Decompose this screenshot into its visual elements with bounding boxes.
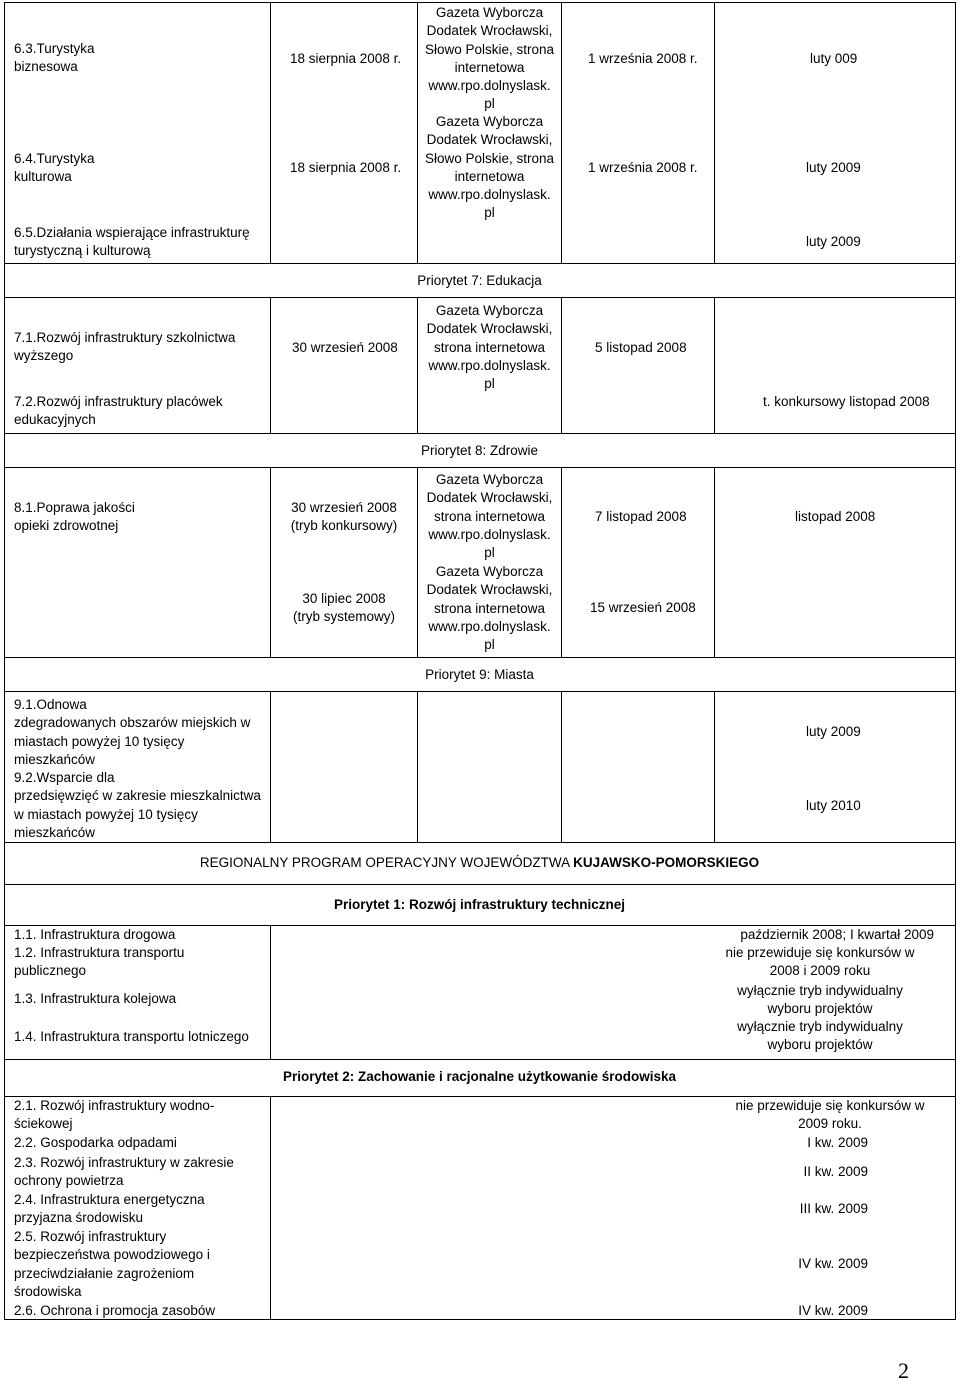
- measure-name: 8.1.Poprawa jakości opieki zdrowotnej: [14, 500, 135, 534]
- media-list: Gazeta Wyborcza Dodatek Wrocławski, strona internetowa www.rpo.dolnyslask. pl: [426, 564, 553, 653]
- measure-name: 1.3. Infrastruktura kolejowa: [14, 991, 177, 1006]
- call-schedule: nie przewiduje się konkursów w 2009 roku.: [735, 1098, 925, 1132]
- table-rule: [4, 467, 955, 468]
- result-date: 5 listopad 2008: [595, 340, 687, 355]
- col-divider: [270, 691, 271, 842]
- table-rule: [4, 884, 955, 885]
- announce-date: 30 wrzesień 2008: [292, 340, 398, 355]
- measure-name: 6.5.Działania wspierające infrastrukturę turystyczną i kulturową: [14, 225, 250, 259]
- media-list: Gazeta Wyborcza Dodatek Wrocławski, Słowo Polskie, strona internetowa www.rpo.dolnyslask. pl: [424, 5, 555, 112]
- table-border-left: [4, 2, 5, 1320]
- measure-name: 1.4. Infrastruktura transportu lotniczego: [14, 1029, 249, 1044]
- table-border-right: [955, 2, 956, 1320]
- measure-name: 2.4. Infrastruktura energetyczna przyjazna środowisku: [14, 1192, 205, 1226]
- table-rule: [4, 657, 955, 658]
- col-divider: [714, 297, 715, 433]
- col-divider: [561, 297, 562, 433]
- measure-name: 7.2.Rozwój infrastruktury placówek edukacyjnych: [14, 394, 223, 428]
- call-schedule: IV kw. 2009: [798, 1256, 868, 1271]
- result-date: 1 września 2008 r.: [588, 160, 698, 175]
- table-rule: [4, 433, 955, 434]
- col-divider: [561, 2, 562, 263]
- contract-date: luty 2010: [806, 798, 861, 813]
- col-divider: [561, 467, 562, 657]
- measure-name: 9.2.Wsparcie dla przedsięwzięć w zakresie mieszkalnictwa w miastach powyżej 10 tysięcy mieszkańców: [14, 770, 261, 840]
- measure-name: 2.3. Rozwój infrastruktury w zakresie ochrony powietrza: [14, 1155, 234, 1189]
- call-schedule: III kw. 2009: [799, 1201, 868, 1216]
- col-divider: [714, 691, 715, 842]
- announce-date: 18 sierpnia 2008 r.: [290, 160, 402, 175]
- table-border-top: [4, 2, 955, 3]
- call-schedule: wyłącznie tryb indywidualny wyboru projektów: [737, 1019, 903, 1053]
- call-schedule: październik 2008; I kwartał 2009: [740, 927, 934, 942]
- col-divider: [714, 467, 715, 657]
- contract-date: luty 2009: [806, 234, 861, 249]
- priority-header: Priorytet 1: Rozwój infrastruktury technicznej: [333, 897, 626, 912]
- contract-date: luty 2009: [806, 160, 861, 175]
- priority-header: Priorytet 7: Edukacja: [417, 273, 542, 288]
- measure-name: 2.1. Rozwój infrastruktury wodno- ściekowej: [14, 1098, 215, 1132]
- media-list: Gazeta Wyborcza Dodatek Wrocławski, Słowo Polskie, strona internetowa www.rpo.dolnyslask. pl: [424, 114, 555, 221]
- call-schedule: wyłącznie tryb indywidualny wyboru projektów: [737, 983, 903, 1017]
- contract-date: luty 2009: [806, 724, 861, 739]
- priority-header: Priorytet 9: Miasta: [425, 667, 534, 682]
- program-title: REGIONALNY PROGRAM OPERACYJNY WOJEWÓDZTWA KUJAWSKO-POMORSKIEGO: [199, 855, 760, 870]
- measure-name: 7.1.Rozwój infrastruktury szkolnictwa wyższego: [14, 330, 236, 364]
- contract-note: t. konkursowy listopad 2008: [763, 394, 930, 409]
- measure-name: 2.5. Rozwój infrastruktury bezpieczeństwa powodziowego i przeciwdziałanie zagrożeniom środowiska: [14, 1229, 210, 1299]
- call-schedule: I kw. 2009: [807, 1135, 868, 1150]
- contract-date: luty 009: [810, 51, 858, 66]
- measure-name: 2.6. Ochrona i promocja zasobów: [14, 1303, 216, 1318]
- announce-date: 18 sierpnia 2008 r.: [290, 51, 402, 66]
- table-rule: [4, 263, 955, 264]
- col-divider: [561, 691, 562, 842]
- contract-date: listopad 2008: [795, 509, 876, 524]
- measure-name: 6.4.Turystyka kulturowa: [14, 151, 95, 185]
- priority-header: Priorytet 8: Zdrowie: [420, 443, 539, 458]
- media-list: Gazeta Wyborcza Dodatek Wrocławski, strona internetowa www.rpo.dolnyslask. pl: [426, 472, 553, 561]
- col-divider: [270, 2, 271, 263]
- measure-name: 9.1.Odnowa zdegradowanych obszarów miejskich w miastach powyżej 10 tysięcy mieszkańców: [14, 697, 251, 767]
- media-list: Gazeta Wyborcza Dodatek Wrocławski, strona internetowa www.rpo.dolnyslask. pl: [426, 303, 553, 392]
- call-schedule: IV kw. 2009: [798, 1303, 868, 1318]
- col-divider: [714, 2, 715, 263]
- result-date: 1 września 2008 r.: [588, 51, 698, 66]
- measure-name: 2.2. Gospodarka odpadami: [14, 1135, 177, 1150]
- page-number: 2: [898, 1358, 909, 1383]
- measure-name: 6.3.Turystyka biznesowa: [14, 41, 95, 75]
- table-rule: [4, 1059, 955, 1060]
- result-date: 7 listopad 2008: [595, 509, 687, 524]
- measure-name: 1.2. Infrastruktura transportu publicznego: [14, 945, 185, 979]
- col-divider: [417, 691, 418, 842]
- col-divider: [270, 1096, 271, 1319]
- col-divider: [270, 925, 271, 1059]
- announce-date: 30 lipiec 2008 (tryb systemowy): [292, 591, 395, 625]
- result-date: 15 wrzesień 2008: [590, 600, 696, 615]
- announce-date: 30 wrzesień 2008 (tryb konkursowy): [290, 500, 398, 534]
- call-schedule: nie przewiduje się konkursów w 2008 i 2009 roku: [725, 945, 915, 979]
- col-divider: [270, 467, 271, 657]
- priority-header: Priorytet 2: Zachowanie i racjonalne użytkowanie środowiska: [282, 1069, 677, 1084]
- table-rule: [4, 297, 955, 298]
- call-schedule: II kw. 2009: [803, 1164, 868, 1179]
- col-divider: [270, 297, 271, 433]
- table-rule: [4, 691, 955, 692]
- measure-name: 1.1. Infrastruktura drogowa: [14, 927, 176, 942]
